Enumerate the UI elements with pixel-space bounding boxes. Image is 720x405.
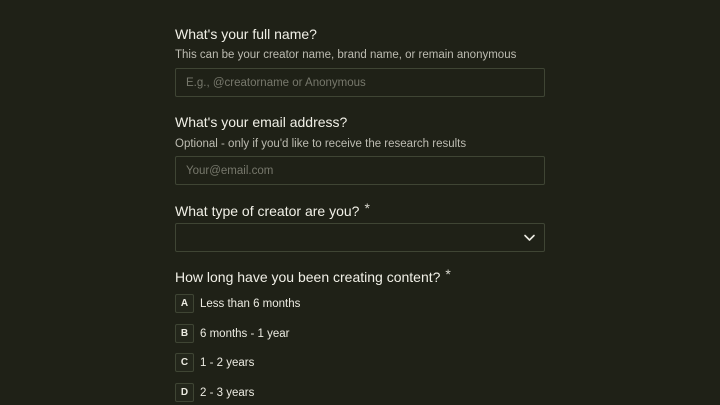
creator-type-select[interactable] (175, 223, 545, 252)
required-mark: * (445, 266, 451, 282)
option-label: 2 - 3 years (200, 386, 255, 399)
option-key: A (175, 294, 194, 313)
name-question-description: This can be your creator name, brand name, or remain anonymous (175, 49, 517, 61)
chevron-down-icon (523, 231, 536, 244)
option-label: 6 months - 1 year (200, 327, 290, 340)
name-question-title: What's your full name? (175, 26, 317, 42)
duration-option-d[interactable] (175, 383, 254, 402)
duration-option-c[interactable] (175, 353, 254, 372)
duration-option-a[interactable] (175, 294, 300, 313)
required-mark: * (364, 200, 370, 216)
duration-option-b[interactable] (175, 324, 289, 343)
duration-question-text: How long have you been creating content? (175, 269, 441, 285)
option-key: C (175, 353, 194, 372)
duration-question-title (175, 268, 451, 286)
creator-type-question-title (175, 202, 370, 220)
option-label: Less than 6 months (200, 297, 301, 310)
creator-type-question-text: What type of creator are you? (175, 203, 360, 219)
option-key: B (175, 324, 194, 343)
email-question-title: What's your email address? (175, 114, 348, 130)
email-question-description: Optional - only if you'd like to receive the research results (175, 138, 467, 150)
option-label: 1 - 2 years (200, 356, 255, 369)
email-input[interactable] (175, 156, 545, 185)
name-input[interactable] (175, 68, 545, 97)
option-key: D (175, 383, 194, 402)
